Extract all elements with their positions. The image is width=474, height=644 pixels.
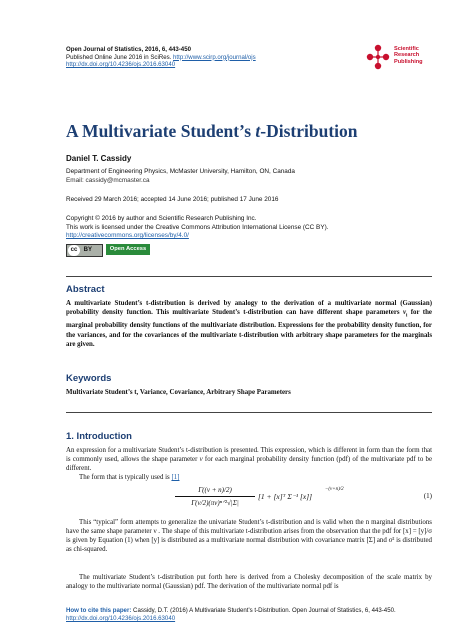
intro-paragraph-2: [79, 474, 379, 483]
published-prefix: Published Online June 2016 in SciRes.: [66, 53, 174, 61]
author-block: [66, 168, 426, 185]
logo-word-1: Scientific: [394, 46, 419, 52]
reference-1-link[interactable]: [1]: [171, 474, 180, 481]
publisher-logo: [365, 44, 435, 72]
intro-p1-part2: for each marginal probability density function (pdf) of the multivariate pdf to be different.: [66, 455, 432, 472]
cc-icon: cc: [68, 245, 80, 256]
title-end: -Distribution: [260, 121, 358, 141]
abstract-text-part1: A multivariate Student’s t-distribution is derived by analogy to the derivation of a multivariate normal (Gaussian) probability density function. This multivariate Student’s t-distribution can have different shape parameters: [66, 300, 432, 317]
equation-bracket-term: [1 + [x]ᵀ Σ⁻¹ [x]]: [258, 492, 313, 501]
email[interactable]: Email: cassidy@mcmaster.ca: [66, 176, 150, 184]
intro-nu-symbol: ν: [199, 455, 203, 463]
equation-exponent: −(ν+n)/2: [325, 487, 344, 492]
title-main: A Multivariate Student’s: [66, 121, 256, 141]
copyright-line: Copyright © 2016 by author and Scientific Research Publishing Inc.: [66, 215, 257, 222]
abstract-text: [66, 299, 432, 349]
abstract-top-rule: [66, 276, 432, 277]
equation-denominator: Γ(ν/2)(πν)ⁿᐟ²√|Σ|: [191, 499, 239, 507]
intro-paragraph-3: This “typical” form attempts to generalize the univariate Student’s t-distribution and is valid when the n marginal distributions have the same shape parameter ν . The shape of this multivariate t-distribution arises from the observation that the pdf for [x] = [y]/σ is given by Equation (1) when [y] is distributed as a multivariate normal distribution with covariance matrix [Σ] and σ² is distributed as chi-squared.: [66, 519, 432, 553]
license-line: This work is licensed under the Creative Commons Attribution International License (CC BY).: [66, 223, 329, 231]
introduction-heading: 1. Introduction: [66, 431, 132, 442]
journal-citation-line: Open Journal of Statistics, 2016, 6, 443-450: [66, 46, 191, 53]
published-line: [66, 54, 366, 62]
license-url-link[interactable]: http://creativecommons.org/licenses/by/4.0/: [66, 232, 189, 240]
keywords-text: Multivariate Student’s t, Variance, Covariance, Arbitrary Shape Parameters: [66, 389, 291, 396]
intro-paragraph-4: The multivariate Student’s t-distribution put forth here is derived from a Cholesky decomposition of the scale matrix by analogy to the multivariate normal (Gaussian) pdf. The derivation of the multivariate normal pdf is: [66, 574, 432, 590]
logo-word-2: Research: [394, 52, 420, 59]
intro-p1-part1: An expression for a multivariate Student’s t-distribution is presented. This expression, which is different in form than the form that is commonly used, allows the shape parameter: [66, 447, 432, 463]
intro-paragraph-1: [66, 447, 432, 474]
author-name: Daniel T. Cassidy: [66, 154, 132, 163]
logo-word-3: Publishing: [394, 58, 423, 65]
cite-doi-link[interactable]: http://dx.doi.org/10.4236/ojs.2016.63040: [66, 615, 176, 623]
equation-fraction-bar: [175, 496, 255, 497]
abstract-text-part2: for the marginal probability density functions of the multivariate distribution. Expressions for the probability density function, for the variances, and for the covariances of the multivariate t-distribution with arbitrary shape parameters for the marginals are given.: [66, 309, 432, 348]
journal-url-link[interactable]: http://www.scirp.org/journal/ojs: [173, 53, 256, 61]
abstract-heading: Abstract: [66, 284, 105, 295]
equation-numerator: Γ((ν + n)/2): [198, 486, 232, 494]
publisher-logo-text: [394, 46, 423, 65]
keywords-bottom-rule: [66, 412, 432, 413]
doi-link[interactable]: http://dx.doi.org/10.4236/ojs.2016.63040: [66, 61, 176, 69]
keywords-heading: Keywords: [66, 373, 112, 384]
affiliation: Department of Engineering Physics, McMaster University, Hamilton, ON, Canada: [66, 168, 295, 175]
intro-p2-text: The form that is typically used is: [79, 474, 172, 481]
by-icon: BY: [83, 247, 93, 253]
cc-by-badge[interactable]: [66, 244, 103, 257]
copyright-block: [66, 215, 436, 241]
open-access-badge[interactable]: Open Access: [106, 244, 150, 255]
cite-label: How to cite this paper:: [66, 607, 132, 614]
nu-symbol: ν: [402, 309, 407, 317]
dates-line: Received 29 March 2016; accepted 14 June 2016; published 17 June 2016: [66, 196, 279, 203]
equation-1: [175, 486, 432, 516]
journal-header: [66, 46, 366, 69]
scirp-logo-icon: [365, 44, 391, 70]
paper-title: [66, 121, 426, 141]
equation-number: (1): [423, 492, 432, 500]
nu-subscript: i: [406, 313, 408, 319]
cite-text: Cassidy, D.T. (2016) A Multivariate Student’s t-Distribution. Open Journal of Statistics, 6, 443-450.: [131, 607, 396, 614]
title-italic-t: t: [255, 121, 261, 141]
citation-footer: [66, 607, 432, 624]
